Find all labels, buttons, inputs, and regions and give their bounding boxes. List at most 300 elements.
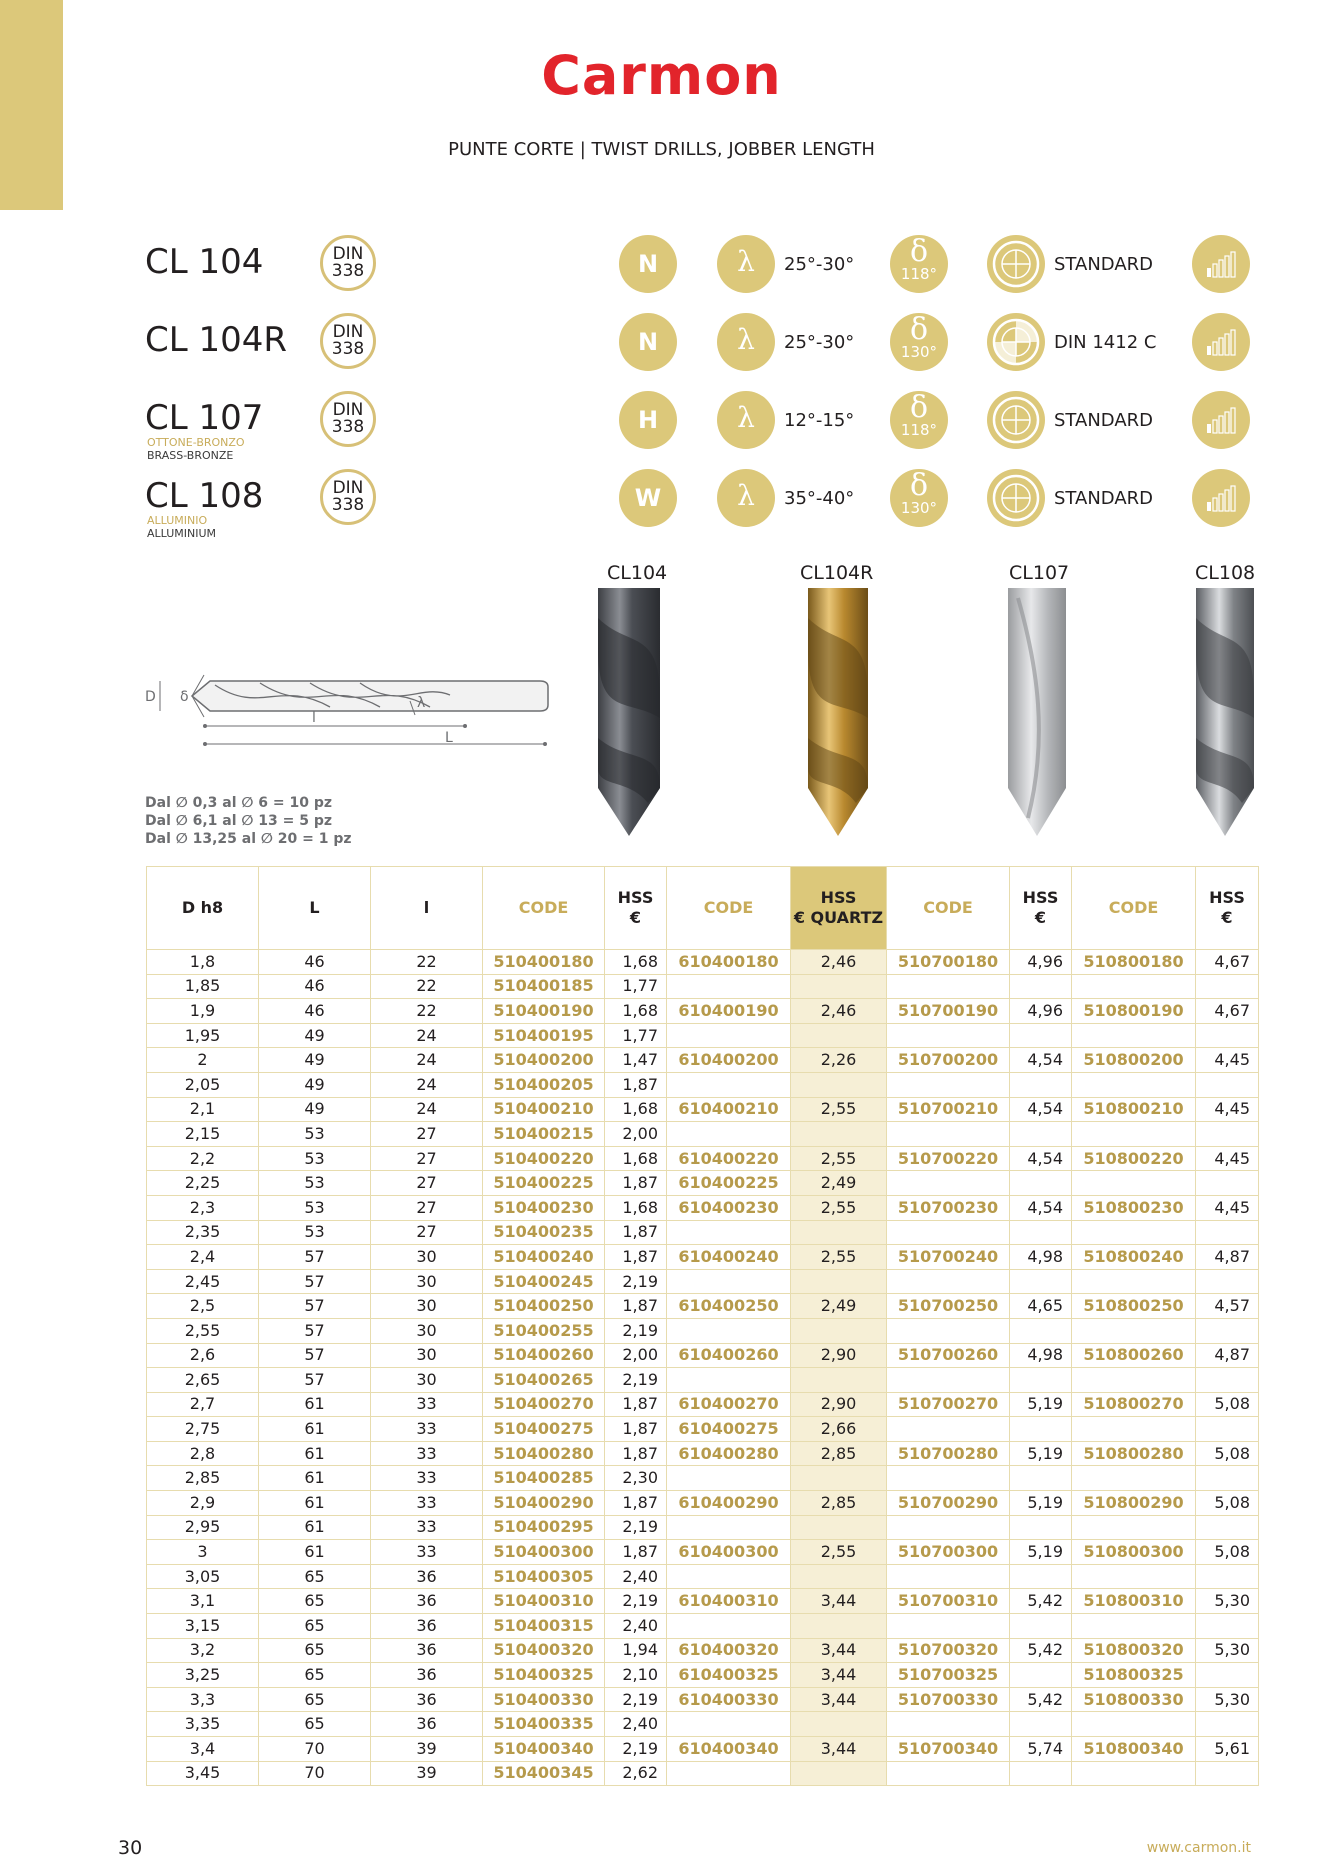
table-row xyxy=(147,1491,1259,1516)
bars-icon xyxy=(1192,235,1250,293)
din-badge xyxy=(320,391,376,447)
table-row xyxy=(147,999,1259,1024)
cell-code: 510700270 xyxy=(887,1392,1010,1417)
lambda-range: 35°-40° xyxy=(784,488,855,509)
cell-price: 4,96 xyxy=(1010,999,1072,1024)
drill-label-cl104: CL104 xyxy=(607,562,668,584)
diagram-l: l xyxy=(312,710,316,726)
col-code-cl107-header xyxy=(887,867,1010,950)
cell-price xyxy=(791,1712,887,1737)
cell-code xyxy=(1072,1466,1196,1491)
cell-price: 4,54 xyxy=(1010,1097,1072,1122)
cell-code: 610400240 xyxy=(667,1245,791,1270)
cell-code xyxy=(1072,1072,1196,1097)
cell-length-flute: 39 xyxy=(371,1737,483,1762)
col-length-total-header xyxy=(259,867,371,950)
drill-cl104 xyxy=(598,588,660,836)
cell-code: 510400255 xyxy=(483,1318,605,1343)
cell-price: 2,30 xyxy=(605,1466,667,1491)
cell-price: 2,00 xyxy=(605,1122,667,1147)
header-label: CODE xyxy=(1108,898,1159,917)
lambda-range: 25°-30° xyxy=(784,254,855,275)
cell-length-total: 49 xyxy=(259,1097,371,1122)
cell-code: 510400305 xyxy=(483,1564,605,1589)
cell-diameter: 3,4 xyxy=(147,1737,259,1762)
drill-diagram xyxy=(140,645,560,755)
cell-price: 2,26 xyxy=(791,1048,887,1073)
cell-price: 3,44 xyxy=(791,1589,887,1614)
cell-code: 610400230 xyxy=(667,1195,791,1220)
point-angle-value: 118° xyxy=(900,265,938,283)
cell-code: 510700210 xyxy=(887,1097,1010,1122)
point-angle-badge xyxy=(890,313,948,371)
cell-diameter: 2,25 xyxy=(147,1171,259,1196)
cell-price: 2,90 xyxy=(791,1343,887,1368)
cell-price: 2,10 xyxy=(605,1663,667,1688)
cell-code: 610400330 xyxy=(667,1687,791,1712)
cell-price xyxy=(791,1269,887,1294)
cell-price: 2,46 xyxy=(791,950,887,975)
cell-price: 5,42 xyxy=(1010,1687,1072,1712)
cell-price: 2,85 xyxy=(791,1441,887,1466)
cell-length-flute: 36 xyxy=(371,1589,483,1614)
cell-code: 510700330 xyxy=(887,1687,1010,1712)
cell-length-flute: 22 xyxy=(371,999,483,1024)
cell-price xyxy=(1010,1712,1072,1737)
cell-code: 610400260 xyxy=(667,1343,791,1368)
pack-note: Dal ∅ 0,3 al ∅ 6 = 10 pz xyxy=(145,795,333,811)
cell-code: 510700290 xyxy=(887,1491,1010,1516)
cell-code xyxy=(1072,1515,1196,1540)
cell-length-total: 53 xyxy=(259,1195,371,1220)
point-angle-value: 130° xyxy=(900,343,938,361)
cell-length-total: 57 xyxy=(259,1343,371,1368)
cell-length-total: 65 xyxy=(259,1638,371,1663)
cell-price xyxy=(791,1466,887,1491)
cell-code xyxy=(1072,1614,1196,1639)
brand-logo: Carmon xyxy=(541,44,782,107)
drill-images xyxy=(590,588,1260,840)
cell-price: 4,45 xyxy=(1196,1048,1259,1073)
lambda-icon: λ xyxy=(717,391,775,449)
delta-icon: δ xyxy=(909,312,929,347)
cell-diameter: 2,15 xyxy=(147,1122,259,1147)
cell-length-flute: 36 xyxy=(371,1564,483,1589)
cell-price: 2,19 xyxy=(605,1318,667,1343)
cell-length-total: 46 xyxy=(259,974,371,999)
cell-price xyxy=(791,1614,887,1639)
drill-cl107 xyxy=(1008,588,1066,836)
cell-price xyxy=(1010,1023,1072,1048)
cell-diameter: 2,1 xyxy=(147,1097,259,1122)
cell-price: 4,45 xyxy=(1196,1097,1259,1122)
cell-code: 510400300 xyxy=(483,1540,605,1565)
din-badge-top: DIN xyxy=(332,400,364,420)
tip-type: STANDARD xyxy=(1054,488,1154,509)
cell-code xyxy=(887,1122,1010,1147)
cell-price: 2,46 xyxy=(791,999,887,1024)
cell-price: 1,87 xyxy=(605,1220,667,1245)
cell-diameter: 3,35 xyxy=(147,1712,259,1737)
cell-code xyxy=(1072,1761,1196,1786)
cell-code xyxy=(667,1318,791,1343)
cell-diameter: 3,3 xyxy=(147,1687,259,1712)
drill-label-cl108: CL108 xyxy=(1195,562,1256,584)
cell-price: 5,08 xyxy=(1196,1392,1259,1417)
cell-code: 510800240 xyxy=(1072,1245,1196,1270)
cell-length-flute: 22 xyxy=(371,974,483,999)
product-name: CL 104R xyxy=(145,320,288,360)
lambda-icon: λ xyxy=(717,313,775,371)
cell-diameter: 2,65 xyxy=(147,1368,259,1393)
cell-price: 1,68 xyxy=(605,1097,667,1122)
cell-diameter: 1,85 xyxy=(147,974,259,999)
cell-code xyxy=(1072,1122,1196,1147)
cell-length-flute: 30 xyxy=(371,1318,483,1343)
cell-price: 2,19 xyxy=(605,1687,667,1712)
table-row xyxy=(147,1343,1259,1368)
cell-code xyxy=(1072,1220,1196,1245)
cell-length-total: 46 xyxy=(259,950,371,975)
cell-price: 4,67 xyxy=(1196,999,1259,1024)
cell-price: 1,87 xyxy=(605,1294,667,1319)
cell-length-total: 53 xyxy=(259,1146,371,1171)
header-sublabel: € xyxy=(1221,908,1233,927)
cell-code xyxy=(667,1220,791,1245)
material-badge: W xyxy=(619,469,677,527)
lambda-icon: λ xyxy=(717,235,775,293)
cell-code xyxy=(667,1614,791,1639)
cell-code xyxy=(1072,1023,1196,1048)
cell-length-flute: 22 xyxy=(371,950,483,975)
drill-label-cl107: CL107 xyxy=(1009,562,1070,584)
cell-price xyxy=(1196,974,1259,999)
cell-price xyxy=(1010,1220,1072,1245)
cell-diameter: 1,8 xyxy=(147,950,259,975)
cell-code: 510800320 xyxy=(1072,1638,1196,1663)
col-code-cl104-header xyxy=(483,867,605,950)
cell-code: 610400325 xyxy=(667,1663,791,1688)
cell-code: 510400260 xyxy=(483,1343,605,1368)
table-row xyxy=(147,1564,1259,1589)
cell-length-flute: 24 xyxy=(371,1023,483,1048)
cell-price xyxy=(1010,1368,1072,1393)
tip-type: STANDARD xyxy=(1054,410,1154,431)
cell-price: 4,65 xyxy=(1010,1294,1072,1319)
cell-price xyxy=(1010,974,1072,999)
cell-price: 1,68 xyxy=(605,1195,667,1220)
cell-length-flute: 27 xyxy=(371,1220,483,1245)
cell-length-total: 61 xyxy=(259,1417,371,1442)
cell-code: 610400225 xyxy=(667,1171,791,1196)
cell-diameter: 2,8 xyxy=(147,1441,259,1466)
cell-code: 610400220 xyxy=(667,1146,791,1171)
cell-length-flute: 33 xyxy=(371,1491,483,1516)
diagram-L: L xyxy=(445,730,453,746)
cell-code: 610400310 xyxy=(667,1589,791,1614)
cell-length-total: 49 xyxy=(259,1023,371,1048)
cell-price: 4,57 xyxy=(1196,1294,1259,1319)
cell-code: 510700310 xyxy=(887,1589,1010,1614)
cell-price: 2,55 xyxy=(791,1146,887,1171)
cell-price xyxy=(791,1515,887,1540)
cell-code xyxy=(667,1712,791,1737)
pack-note: Dal ∅ 6,1 al ∅ 13 = 5 pz xyxy=(145,813,333,829)
cell-price: 2,66 xyxy=(791,1417,887,1442)
cell-code: 510400345 xyxy=(483,1761,605,1786)
cell-price: 2,40 xyxy=(605,1712,667,1737)
cell-length-total: 61 xyxy=(259,1515,371,1540)
cell-code: 510400230 xyxy=(483,1195,605,1220)
tip-type: STANDARD xyxy=(1054,254,1154,275)
cell-price xyxy=(1196,1220,1259,1245)
cell-length-total: 61 xyxy=(259,1466,371,1491)
cell-price xyxy=(1196,1614,1259,1639)
point-angle-badge xyxy=(890,391,948,449)
cell-length-flute: 24 xyxy=(371,1097,483,1122)
cell-code: 610400340 xyxy=(667,1737,791,1762)
table-row xyxy=(147,1294,1259,1319)
cell-code: 510400325 xyxy=(483,1663,605,1688)
cell-code xyxy=(1072,1171,1196,1196)
cell-diameter: 2,3 xyxy=(147,1195,259,1220)
cell-price: 1,68 xyxy=(605,999,667,1024)
cell-diameter: 1,95 xyxy=(147,1023,259,1048)
cell-code xyxy=(887,1564,1010,1589)
din-badge xyxy=(320,469,376,525)
cell-length-total: 65 xyxy=(259,1687,371,1712)
cell-length-flute: 27 xyxy=(371,1146,483,1171)
cell-code: 610400275 xyxy=(667,1417,791,1442)
cell-price: 3,44 xyxy=(791,1663,887,1688)
cell-price: 1,87 xyxy=(605,1392,667,1417)
cell-code: 510400265 xyxy=(483,1368,605,1393)
lambda-range: 12°-15° xyxy=(784,410,855,431)
cell-code: 510700220 xyxy=(887,1146,1010,1171)
cell-price: 1,68 xyxy=(605,1146,667,1171)
product-note-en: BRASS-BRONZE xyxy=(147,449,234,462)
cell-code xyxy=(887,974,1010,999)
cell-price xyxy=(1010,1122,1072,1147)
cell-length-flute: 24 xyxy=(371,1048,483,1073)
cell-price: 4,87 xyxy=(1196,1245,1259,1270)
point-angle-badge xyxy=(890,235,948,293)
table-row xyxy=(147,1195,1259,1220)
cell-price: 4,96 xyxy=(1010,950,1072,975)
website-link[interactable]: www.carmon.it xyxy=(1146,1840,1251,1856)
cell-length-flute: 36 xyxy=(371,1663,483,1688)
cell-price xyxy=(791,1220,887,1245)
cell-code: 510400335 xyxy=(483,1712,605,1737)
cell-length-flute: 27 xyxy=(371,1171,483,1196)
product-row xyxy=(0,466,1323,540)
cell-code: 510400195 xyxy=(483,1023,605,1048)
table-row xyxy=(147,1614,1259,1639)
cell-code: 610400320 xyxy=(667,1638,791,1663)
cell-price: 5,42 xyxy=(1010,1589,1072,1614)
cell-code: 510400245 xyxy=(483,1269,605,1294)
cell-price xyxy=(1196,1417,1259,1442)
cell-price: 5,19 xyxy=(1010,1491,1072,1516)
lambda-range: 25°-30° xyxy=(784,332,855,353)
table-row xyxy=(147,1761,1259,1786)
cell-price xyxy=(1196,1023,1259,1048)
table-row xyxy=(147,1687,1259,1712)
cell-diameter: 2,45 xyxy=(147,1269,259,1294)
pack-note: Dal ∅ 13,25 al ∅ 20 = 1 pz xyxy=(145,831,352,847)
point-angle-badge xyxy=(890,469,948,527)
cell-code: 610400300 xyxy=(667,1540,791,1565)
table-row xyxy=(147,1712,1259,1737)
cell-code xyxy=(887,1417,1010,1442)
cell-length-total: 57 xyxy=(259,1318,371,1343)
din-badge-top: DIN xyxy=(332,322,364,342)
tip-standard-icon xyxy=(987,469,1045,527)
cell-price xyxy=(1010,1417,1072,1442)
cell-length-total: 53 xyxy=(259,1171,371,1196)
cell-code: 610400180 xyxy=(667,950,791,975)
cell-length-total: 46 xyxy=(259,999,371,1024)
cell-code xyxy=(667,1515,791,1540)
cell-code: 610400250 xyxy=(667,1294,791,1319)
cell-price xyxy=(1010,1761,1072,1786)
cell-price: 1,87 xyxy=(605,1072,667,1097)
bars-icon xyxy=(1192,313,1250,371)
cell-code xyxy=(887,1171,1010,1196)
table-row xyxy=(147,1368,1259,1393)
cell-code: 510400280 xyxy=(483,1441,605,1466)
cell-code: 510400190 xyxy=(483,999,605,1024)
cell-code: 610400290 xyxy=(667,1491,791,1516)
cell-price: 1,87 xyxy=(605,1540,667,1565)
cell-code xyxy=(667,1466,791,1491)
cell-price xyxy=(791,974,887,999)
cell-price: 1,94 xyxy=(605,1638,667,1663)
table-row xyxy=(147,1737,1259,1762)
cell-length-total: 49 xyxy=(259,1048,371,1073)
cell-price: 5,19 xyxy=(1010,1441,1072,1466)
header-label: HSS xyxy=(1209,888,1245,907)
tip-standard-icon xyxy=(987,391,1045,449)
table-row xyxy=(147,950,1259,975)
cell-price: 2,55 xyxy=(791,1245,887,1270)
cell-code: 510400290 xyxy=(483,1491,605,1516)
cell-length-total: 53 xyxy=(259,1220,371,1245)
cell-price: 5,61 xyxy=(1196,1737,1259,1762)
cell-price xyxy=(1010,1515,1072,1540)
cell-diameter: 2,6 xyxy=(147,1343,259,1368)
cell-code: 510400320 xyxy=(483,1638,605,1663)
cell-code: 510700280 xyxy=(887,1441,1010,1466)
product-row xyxy=(0,232,1323,302)
cell-code: 510700230 xyxy=(887,1195,1010,1220)
cell-length-flute: 33 xyxy=(371,1441,483,1466)
cell-code: 510400205 xyxy=(483,1072,605,1097)
delta-icon: δ xyxy=(909,390,929,425)
cell-length-flute: 24 xyxy=(371,1072,483,1097)
cell-diameter: 1,9 xyxy=(147,999,259,1024)
cell-length-flute: 27 xyxy=(371,1195,483,1220)
cell-code: 510400225 xyxy=(483,1171,605,1196)
product-note-it: ALLUMINIO xyxy=(147,514,208,527)
cell-code xyxy=(887,1368,1010,1393)
cell-length-total: 61 xyxy=(259,1392,371,1417)
cell-code: 510400180 xyxy=(483,950,605,975)
cell-price xyxy=(1196,1122,1259,1147)
cell-code xyxy=(667,1122,791,1147)
cell-code: 510400200 xyxy=(483,1048,605,1073)
cell-price xyxy=(791,1072,887,1097)
table-row xyxy=(147,1441,1259,1466)
cell-length-flute: 36 xyxy=(371,1687,483,1712)
cell-length-total: 57 xyxy=(259,1294,371,1319)
cell-code: 510800180 xyxy=(1072,950,1196,975)
cell-price: 1,87 xyxy=(605,1245,667,1270)
cell-code xyxy=(887,1072,1010,1097)
cell-diameter: 3,25 xyxy=(147,1663,259,1688)
cell-price: 2,19 xyxy=(605,1269,667,1294)
page-subtitle: PUNTE CORTE | TWIST DRILLS, JOBBER LENGTH xyxy=(448,139,875,160)
din-badge xyxy=(320,313,376,369)
cell-code xyxy=(887,1466,1010,1491)
col-code-cl104r-header xyxy=(667,867,791,950)
cell-code: 510800330 xyxy=(1072,1687,1196,1712)
cell-price: 2,55 xyxy=(791,1097,887,1122)
cell-diameter: 2,55 xyxy=(147,1318,259,1343)
cell-code: 510800230 xyxy=(1072,1195,1196,1220)
cell-price: 2,85 xyxy=(791,1491,887,1516)
cell-code: 510700250 xyxy=(887,1294,1010,1319)
cell-price: 2,19 xyxy=(605,1737,667,1762)
cell-code xyxy=(667,1368,791,1393)
cell-code xyxy=(1072,1564,1196,1589)
din-badge-top: DIN xyxy=(332,244,364,264)
cell-price: 3,44 xyxy=(791,1687,887,1712)
diagram-D: D xyxy=(145,689,156,705)
product-name: CL 104 xyxy=(145,242,264,282)
cell-price xyxy=(1196,1564,1259,1589)
cell-code: 510400250 xyxy=(483,1294,605,1319)
cell-price: 2,55 xyxy=(791,1195,887,1220)
cell-code: 510800200 xyxy=(1072,1048,1196,1073)
cell-price xyxy=(1010,1614,1072,1639)
cell-diameter: 2 xyxy=(147,1048,259,1073)
din-badge-number: 338 xyxy=(331,339,365,359)
cell-price: 4,87 xyxy=(1196,1343,1259,1368)
diagram-lambda: λ xyxy=(417,695,426,711)
table-row xyxy=(147,1146,1259,1171)
cell-code: 610400280 xyxy=(667,1441,791,1466)
cell-length-total: 53 xyxy=(259,1122,371,1147)
cell-diameter: 3,15 xyxy=(147,1614,259,1639)
cell-price: 4,54 xyxy=(1010,1146,1072,1171)
cell-code xyxy=(1072,1712,1196,1737)
cell-diameter: 2,75 xyxy=(147,1417,259,1442)
cell-length-flute: 30 xyxy=(371,1245,483,1270)
tip-din1412c-icon xyxy=(987,313,1045,371)
col-price-cl104-header xyxy=(605,867,667,950)
cell-code: 510400285 xyxy=(483,1466,605,1491)
cell-code: 510400315 xyxy=(483,1614,605,1639)
point-angle-value: 118° xyxy=(900,421,938,439)
col-price-cl104r-header xyxy=(791,867,887,950)
cell-length-total: 61 xyxy=(259,1491,371,1516)
cell-length-total: 70 xyxy=(259,1737,371,1762)
table-row xyxy=(147,1097,1259,1122)
cell-code xyxy=(887,1023,1010,1048)
cell-price: 5,08 xyxy=(1196,1491,1259,1516)
cell-price xyxy=(791,1761,887,1786)
